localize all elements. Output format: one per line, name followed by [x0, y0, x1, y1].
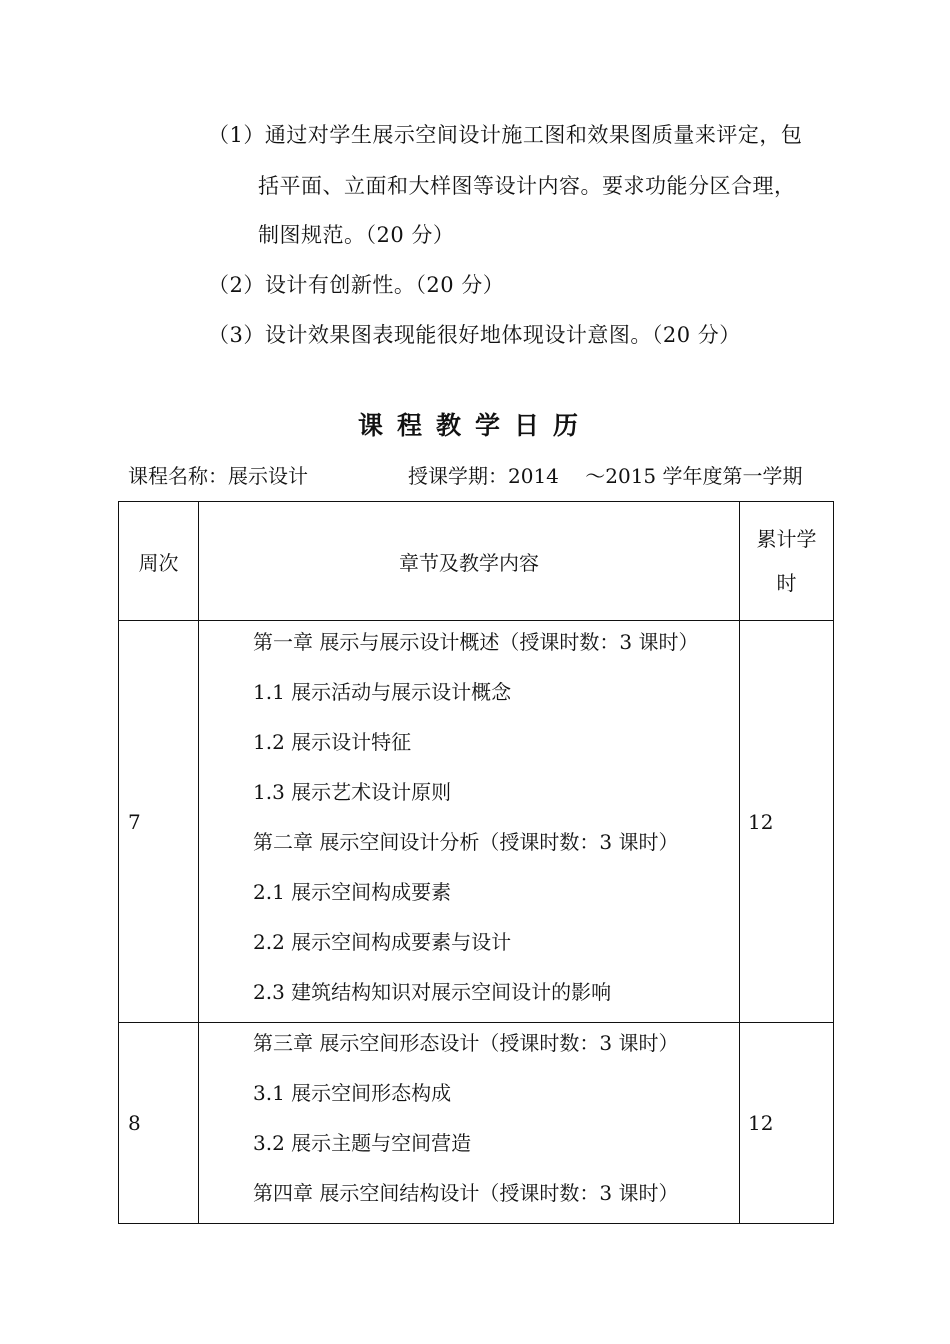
table-row — [119, 621, 834, 1023]
list-item: 1.3 展示艺术设计原则 — [253, 780, 452, 804]
list-item: 2.3 建筑结构知识对展示空间设计的影响 — [253, 980, 612, 1004]
table-row — [119, 1023, 834, 1224]
list-item: 第三章 展示空间形态设计（授课时数：3 课时） — [253, 1031, 679, 1055]
content-cell — [199, 1023, 740, 1224]
header-week: 周次 — [119, 502, 199, 621]
hours-cell: 12 — [740, 621, 834, 1023]
header-hours-line-1: 累计学 — [756, 527, 817, 551]
criterion-1-line-1: （1）通过对学生展示空间设计施工图和效果图质量来评定，包 — [208, 123, 803, 147]
list-item: 1.2 展示设计特征 — [253, 730, 412, 754]
hours-cell: 12 — [740, 1023, 834, 1224]
list-item: 1.1 展示活动与展示设计概念 — [253, 680, 512, 704]
criterion-1-line-2: 括平面、立面和大样图等设计内容。要求功能分区合理， — [258, 174, 796, 198]
list-item: 第四章 展示空间结构设计（授课时数：3 课时） — [253, 1181, 679, 1205]
criterion-2: （2）设计有创新性。（20 分） — [208, 273, 505, 297]
term-label: 授课学期：2014 ～2015 学年度第一学期 — [408, 464, 803, 488]
list-item: 3.1 展示空间形态构成 — [253, 1081, 452, 1105]
week-cell: 7 — [119, 621, 199, 1023]
criterion-1-line-3: 制图规范。（20 分） — [258, 223, 455, 247]
list-item: 第一章 展示与展示设计概述（授课时数：3 课时） — [253, 630, 699, 654]
content-cell — [199, 621, 740, 1023]
criterion-3: （3）设计效果图表现能很好地体现设计意图。（20 分） — [208, 323, 741, 347]
list-item: 2.1 展示空间构成要素 — [253, 880, 452, 904]
teaching-calendar-table — [118, 501, 834, 1224]
list-item: 2.2 展示空间构成要素与设计 — [253, 930, 512, 954]
week-cell: 8 — [119, 1023, 199, 1224]
course-name: 课程名称：展示设计 — [128, 464, 308, 488]
header-content: 章节及教学内容 — [199, 502, 740, 621]
header-hours — [740, 502, 834, 621]
table-header-row — [119, 502, 834, 621]
list-item: 3.2 展示主题与空间营造 — [253, 1131, 472, 1155]
header-hours-line-2: 时 — [776, 571, 797, 595]
page-title: 课程教学日历 — [357, 411, 592, 440]
list-item: 第二章 展示空间设计分析（授课时数：3 课时） — [253, 830, 679, 854]
